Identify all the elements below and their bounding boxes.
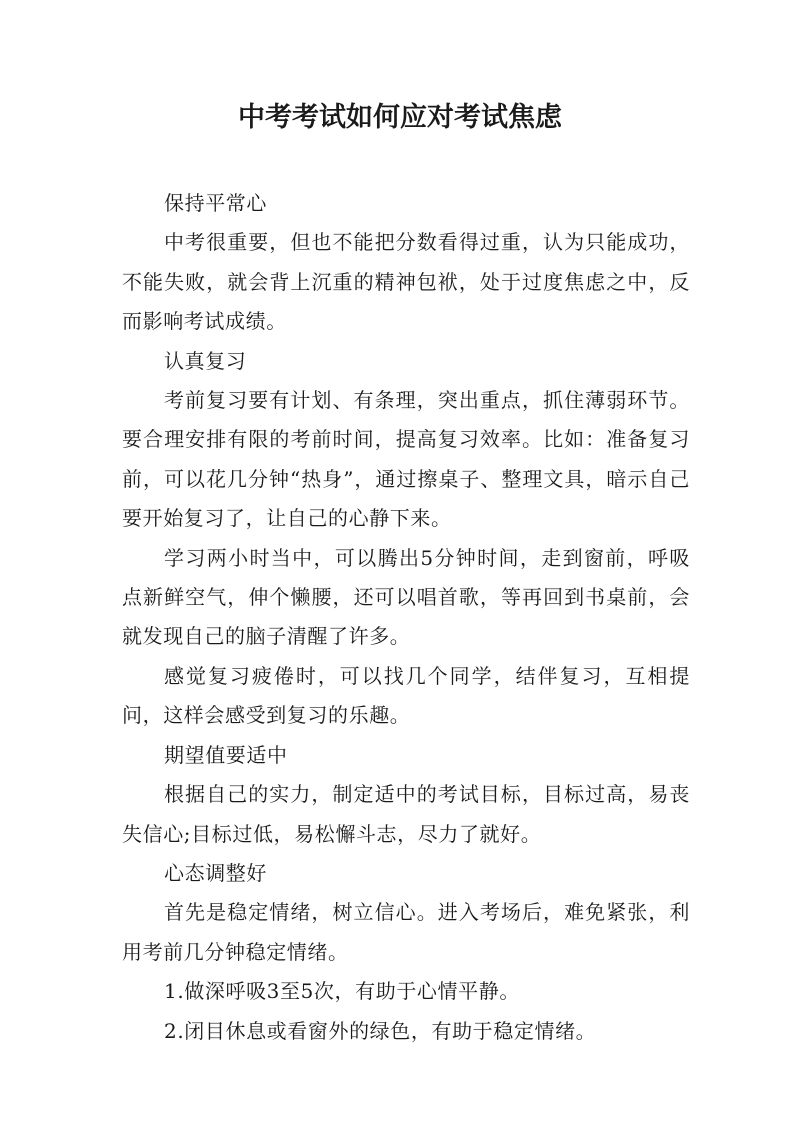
paragraph: 首先是稳定情绪，树立信心。进入考场后，难免紧张，利用考前几分钟稳定情绪。 [122, 900, 690, 964]
section-heading-expectation: 期望值要适中 [164, 742, 288, 767]
paragraph: 感觉复习疲倦时，可以找几个同学，结伴复习，互相提问，这样会感受到复习的乐趣。 [122, 663, 690, 728]
paragraph: 根据自己的实力，制定适中的考试目标，目标过高，易丧失信心;目标过低，易松懈斗志，尽力了就好。 [122, 782, 690, 846]
paragraph: 考前复习要有计划、有条理，突出重点，抓住薄弱环节。要合理安排有限的考前时间，提高复习效率。比如：准备复习前，可以花几分钟“热身”，通过擦桌子、整理文具，暗示自己要开始复习了，让自己的心静下来。 [122, 388, 690, 531]
document-body [122, 184, 690, 1051]
paragraph: 学习两小时当中，可以腾出5分钟时间，走到窗前，呼吸点新鲜空气，伸个懒腰，还可以唱首歌，等再回到书桌前，会就发现自己的脑子清醒了许多。 [122, 545, 690, 649]
section-heading-calm: 保持平常心 [164, 191, 267, 215]
list-item: 1.做深呼吸3至5次，有助于心情平静。 [164, 979, 520, 1004]
section-heading-review: 认真复习 [164, 348, 247, 373]
list-item: 2.闭目休息或看窗外的绿色，有助于稳定情绪。 [164, 1018, 597, 1043]
document-title: 中考考试如何应对考试焦虑 [238, 102, 562, 133]
section-heading-mindset: 心态调整好 [164, 860, 267, 885]
paragraph: 中考很重要，但也不能把分数看得过重，认为只能成功，不能失败，就会背上沉重的精神包袱，处于过度焦虑之中，反而影响考试成绩。 [122, 230, 690, 334]
